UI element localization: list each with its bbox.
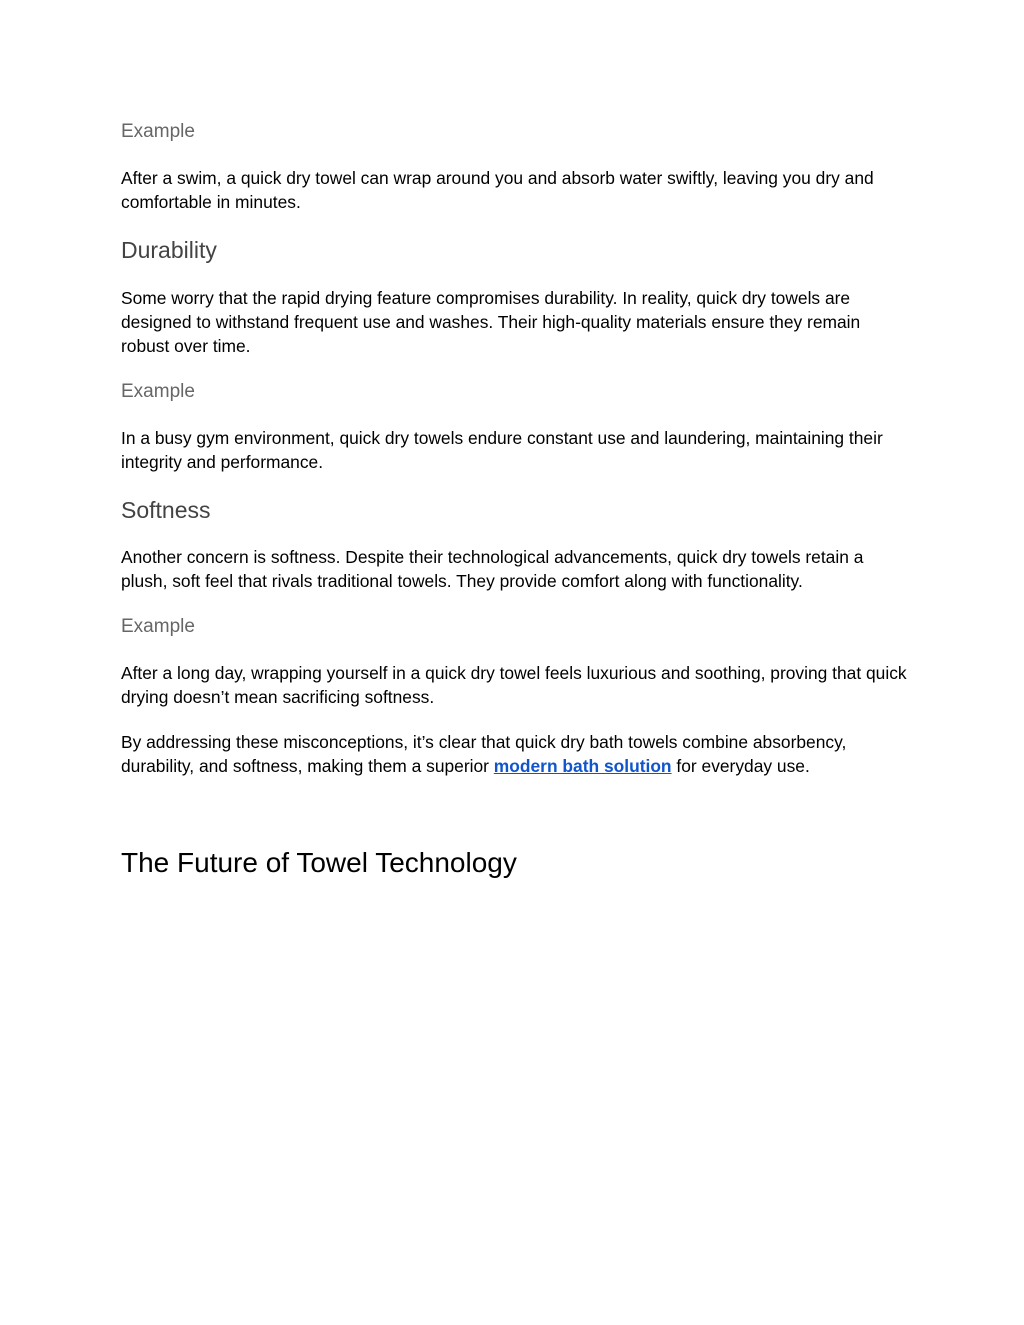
example-text-2: In a busy gym environment, quick dry towels endure constant use and laundering, maintaining their integrity and performance. xyxy=(121,428,883,472)
conclusion-text-before: By addressing these misconceptions, it’s clear that quick dry bath towels combine absorbency, durability, and softness, making them a superior xyxy=(121,732,847,776)
example-text-1: After a swim, a quick dry towel can wrap around you and absorb water swiftly, leaving you dry and comfortable in minutes. xyxy=(121,168,874,212)
modern-bath-solution-link[interactable]: modern bath solution xyxy=(493,756,672,776)
example-text-3: After a long day, wrapping yourself in a quick dry towel feels luxurious and soothing, proving that quick drying doesn’t mean sacrificing softness. xyxy=(121,663,907,707)
conclusion-paragraph xyxy=(121,730,911,778)
durability-body: Some worry that the rapid drying feature compromises durability. In reality, quick dry towels are designed to withstand frequent use and washes. Their high-quality materials ensure they remain robust over time. xyxy=(121,288,861,356)
conclusion-text-after: for everyday use. xyxy=(671,756,810,776)
section-heading-future: The Future of Towel Technology xyxy=(121,847,517,878)
heading-durability: Durability xyxy=(121,237,217,263)
heading-softness: Softness xyxy=(121,497,211,523)
example-label-3: Example xyxy=(121,616,195,637)
softness-body: Another concern is softness. Despite their technological advancements, quick dry towels retain a plush, soft feel that rivals traditional towels. They provide comfort along with functionality. xyxy=(121,547,864,591)
example-label-1: Example xyxy=(121,121,195,142)
example-label-2: Example xyxy=(121,381,195,402)
